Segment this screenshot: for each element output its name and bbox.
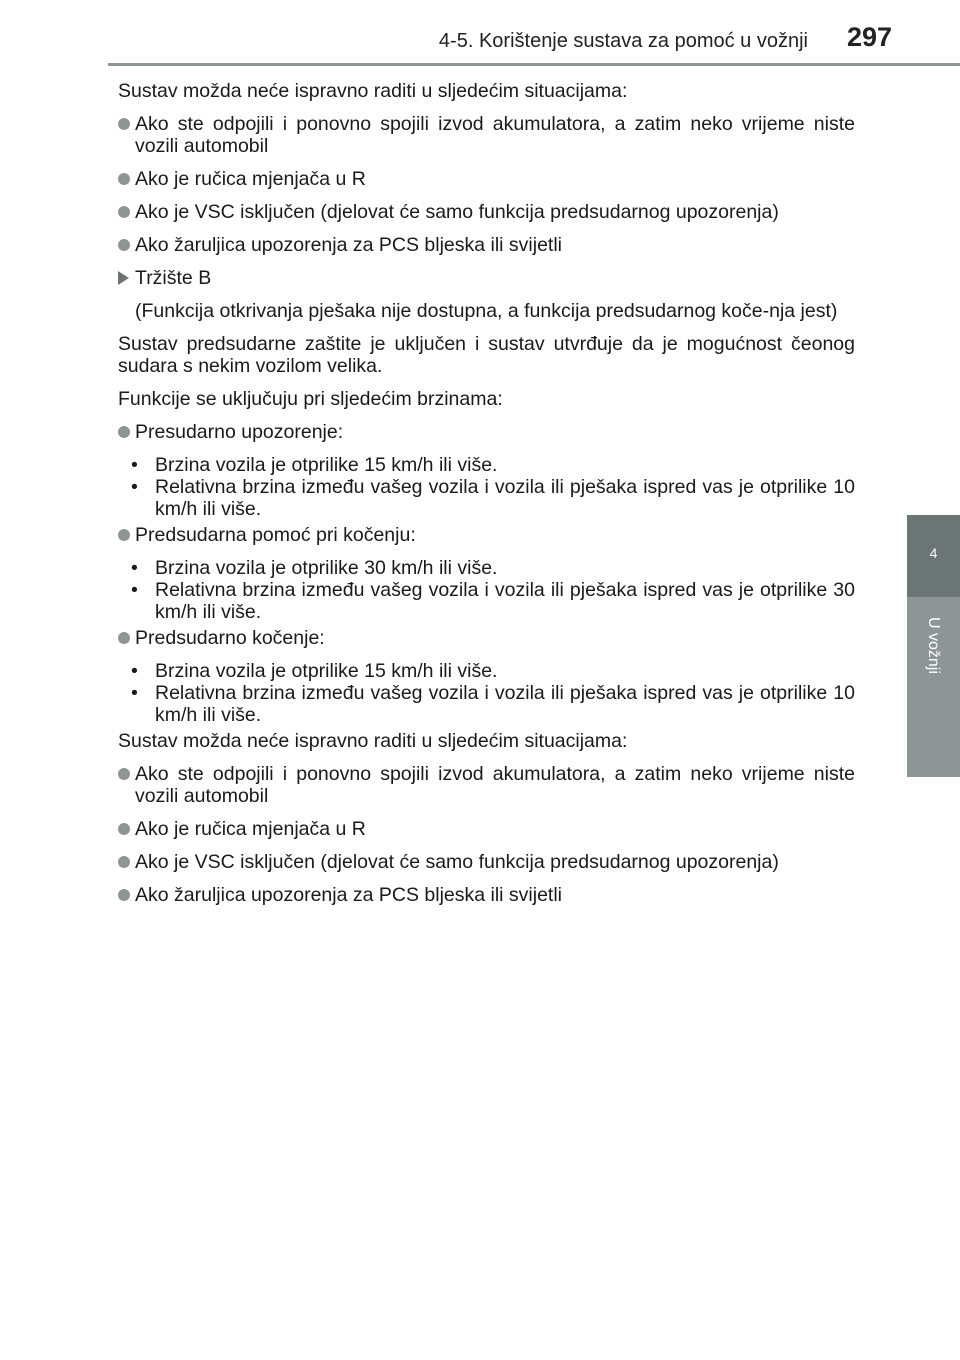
activation-paragraph: Sustav predsudarne zaštite je uključen i sustav utvrđuje da je mogućnost čeonog sudara s nekim vozilom velika.	[118, 333, 855, 377]
bullet-dot-icon	[118, 239, 130, 251]
function-conditions	[118, 660, 855, 726]
chapter-label: U vožnji	[925, 617, 942, 674]
function-conditions	[118, 557, 855, 623]
triangle-arrow-icon	[118, 271, 129, 285]
condition-item: • Brzina vozila je otprilike 15 km/h ili više.	[131, 454, 498, 476]
condition-item: • Relativna brzina između vašeg vozila i vozila ili pješaka ispred vas je otprilike 30 km/h ili više.	[131, 579, 855, 623]
intro-paragraph-repeat: Sustav možda neće ispravno raditi u sljedećim situacijama:	[118, 730, 628, 752]
bullet-dot-icon	[118, 768, 130, 780]
chapter-number: 4	[929, 545, 938, 561]
function-title: Presudarno upozorenje:	[118, 421, 855, 443]
speeds-paragraph: Funkcije se uključuju pri sljedećim brzinama:	[118, 388, 503, 410]
list-item: Ako je VSC isključen (djelovat će samo funkcija predsudarnog upozorenja)	[118, 201, 855, 223]
function-title: Predsudarna pomoć pri kočenju:	[118, 524, 855, 546]
list-item: Ako je ručica mjenjača u R	[118, 168, 855, 190]
function-conditions	[118, 454, 855, 520]
header-divider	[108, 63, 960, 66]
bullet-dot-icon	[118, 632, 130, 644]
list-item: Ako žaruljica upozorenja za PCS bljeska ili svijetli	[118, 234, 855, 256]
section-title: 4-5. Korištenje sustava za pomoć u vožnji	[438, 30, 808, 52]
function-title: Predsudarno kočenje:	[118, 627, 855, 649]
list-item: Ako žaruljica upozorenja za PCS bljeska ili svijetli	[118, 884, 855, 906]
bullet-dot-icon	[118, 856, 130, 868]
list-item: Ako je VSC isključen (djelovat će samo funkcija predsudarnog upozorenja)	[118, 851, 855, 873]
page-content	[118, 80, 855, 917]
market-note: (Funkcija otkrivanja pješaka nije dostupna, a funkcija predsudarnog koče-nja jest)	[135, 300, 838, 322]
bullet-dot-icon	[118, 823, 130, 835]
market-heading: Tržište B	[118, 267, 855, 289]
list-item: Ako ste odpojili i ponovno spojili izvod akumulatora, a zatim neko vrijeme niste vozili automobil	[118, 113, 855, 157]
page-header	[0, 0, 960, 66]
chapter-label-tab	[907, 597, 960, 777]
bullet-dot-icon	[118, 118, 130, 130]
condition-item: • Relativna brzina između vašeg vozila i vozila ili pješaka ispred vas je otprilike 10 km/h ili više.	[131, 476, 855, 520]
bullet-dot-icon	[118, 426, 130, 438]
list-item: Ako ste odpojili i ponovno spojili izvod akumulatora, a zatim neko vrijeme niste vozili automobil	[118, 763, 855, 807]
chapter-tab	[907, 515, 960, 597]
condition-item: • Brzina vozila je otprilike 30 km/h ili više.	[131, 557, 498, 579]
intro-paragraph: Sustav možda neće ispravno raditi u sljedećim situacijama:	[118, 80, 628, 102]
bullet-dot-icon	[118, 173, 130, 185]
condition-item: • Relativna brzina između vašeg vozila i vozila ili pješaka ispred vas je otprilike 10 km/h ili više.	[131, 682, 855, 726]
bullet-dot-icon	[118, 889, 130, 901]
page-number: 297	[846, 22, 892, 52]
bullet-dot-icon	[118, 529, 130, 541]
bullet-dot-icon	[118, 206, 130, 218]
list-item: Ako je ručica mjenjača u R	[118, 818, 855, 840]
condition-item: • Brzina vozila je otprilike 15 km/h ili više.	[131, 660, 498, 682]
